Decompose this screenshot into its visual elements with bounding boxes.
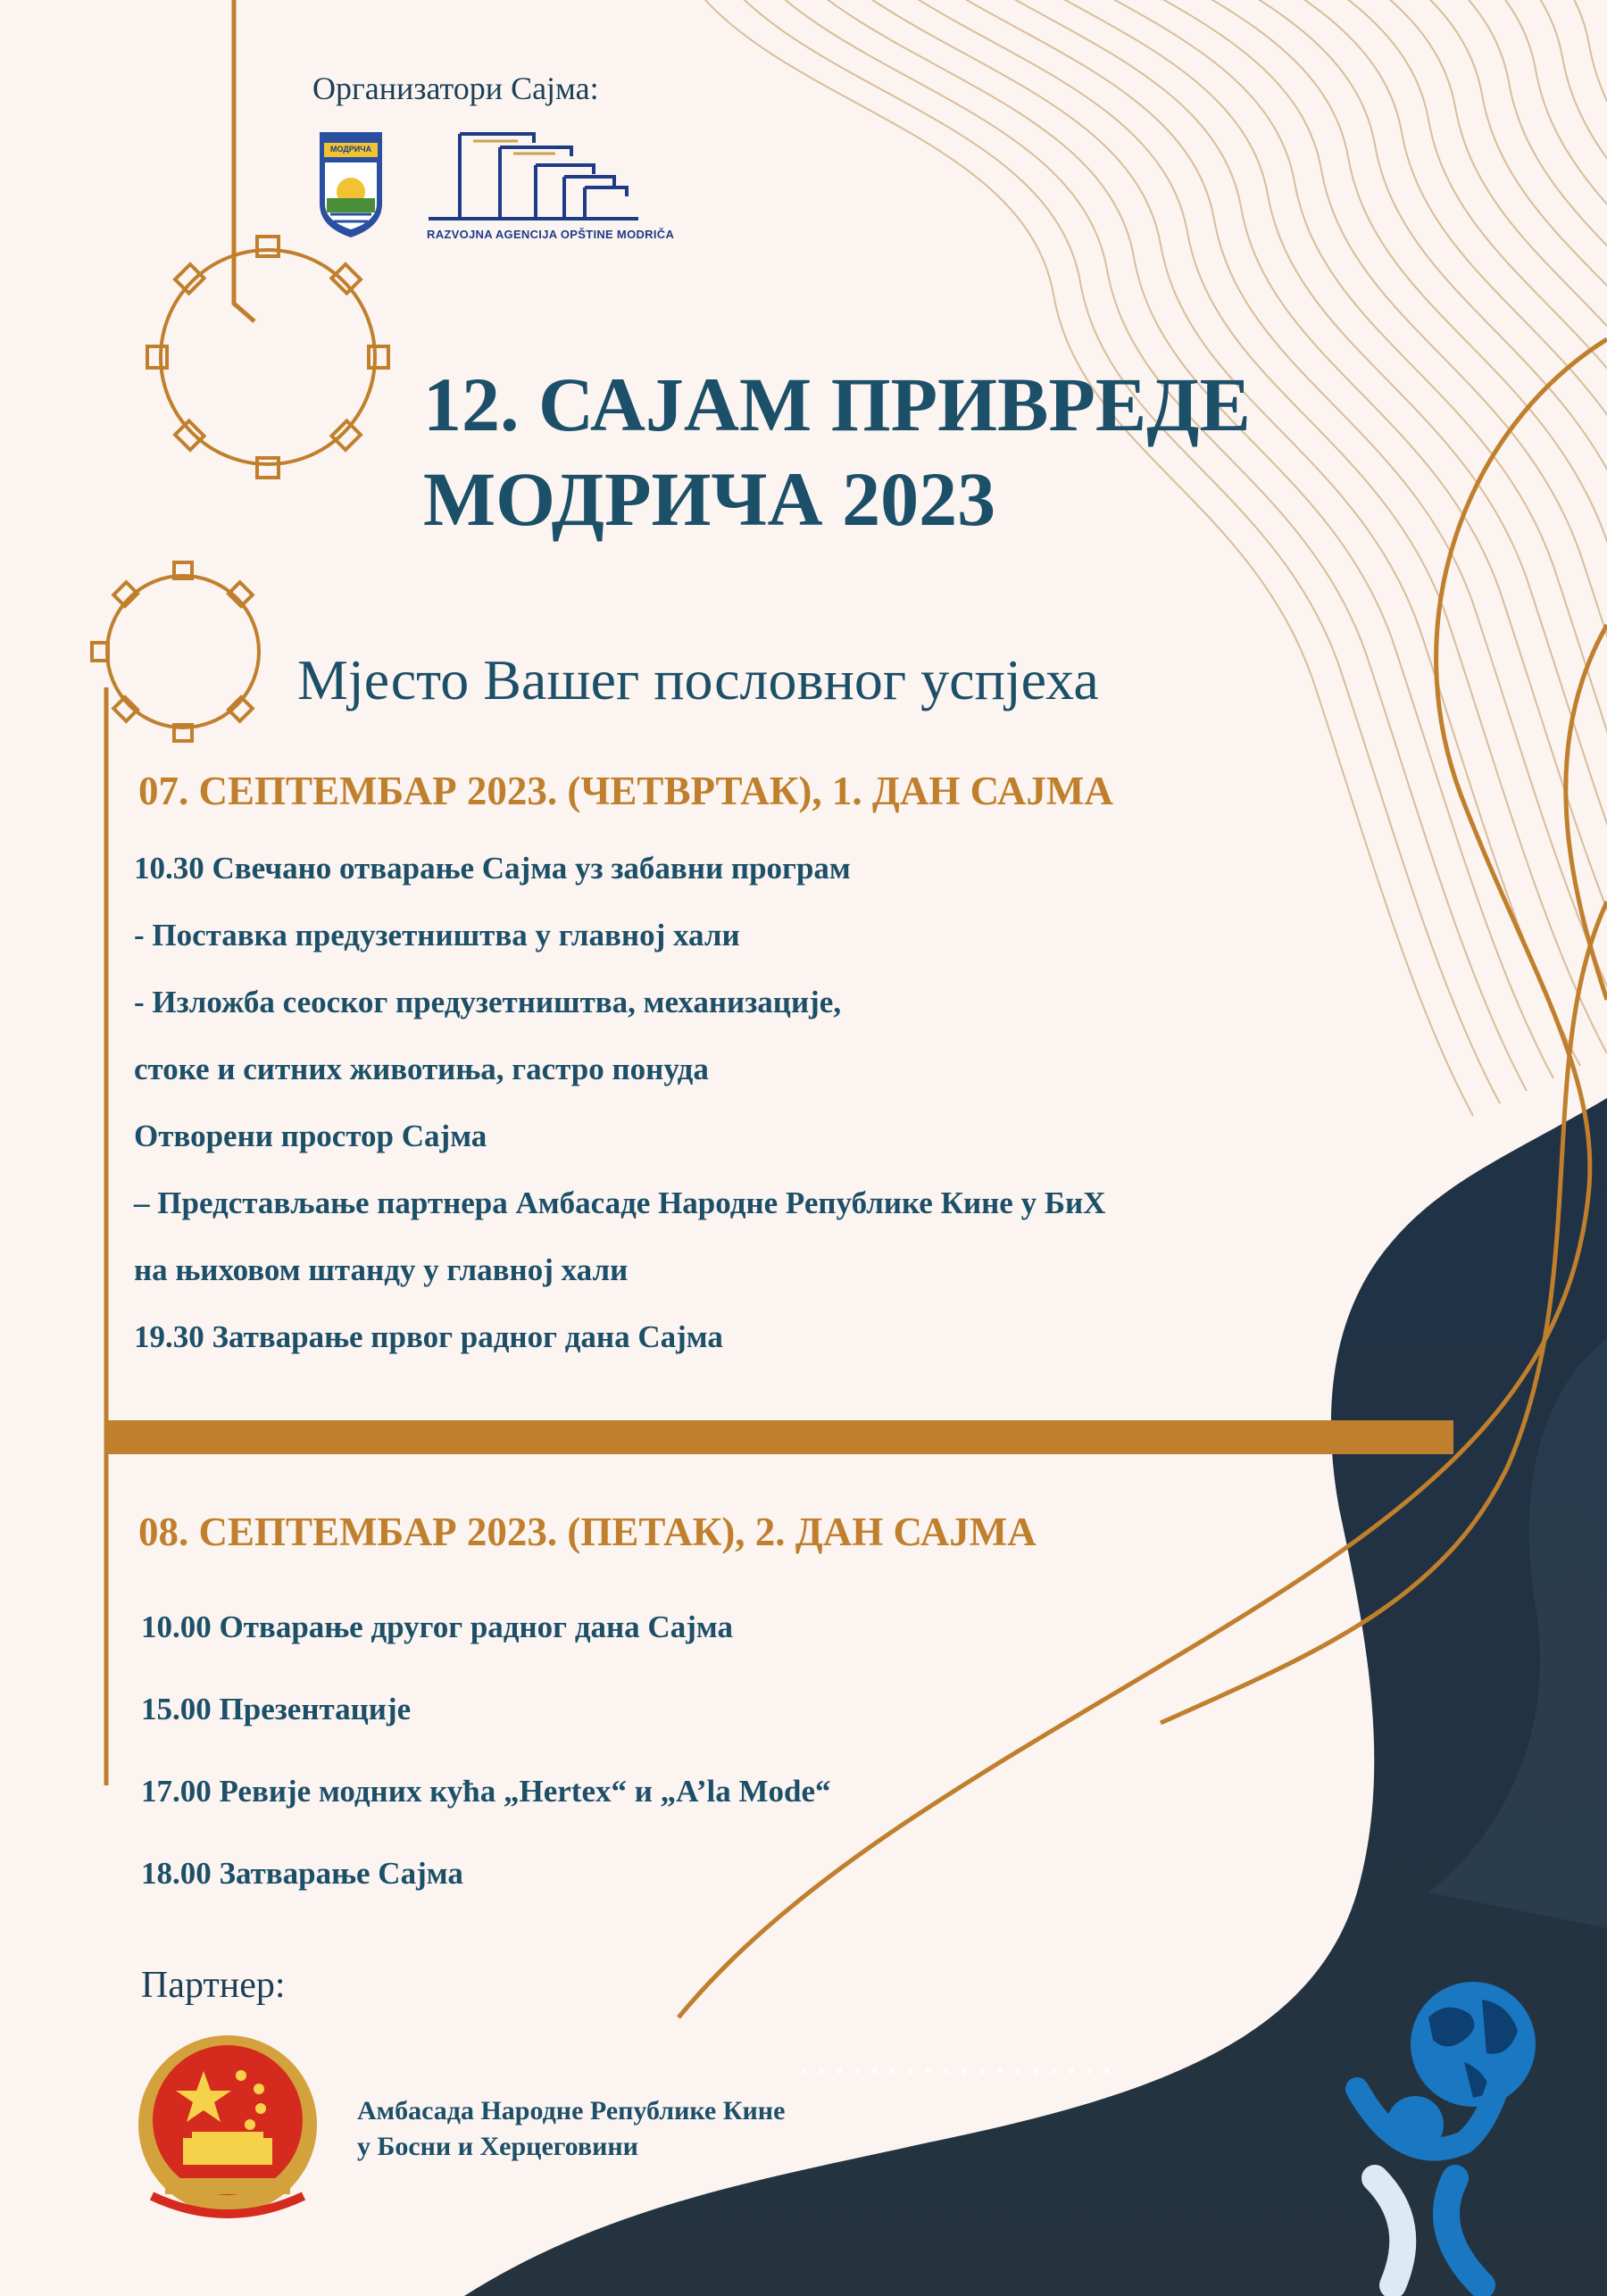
day2-line: 15.00 Презентације: [141, 1692, 412, 1726]
day2-heading: 08. СЕПТЕМБАР 2023. (ПЕТАК), 2. ДАН САЈМА: [138, 1510, 1037, 1554]
day2-line: 17.00 Ревије модних кућа „Hertex“ и „A’la Mode“: [141, 1774, 831, 1809]
partner-label: Партнер:: [141, 1965, 286, 2006]
title-line-1: 12. САЈАМ ПРИВРЕДЕ: [423, 362, 1251, 447]
day1-line: стоке и ситних животиња, гастро понуда: [134, 1052, 709, 1086]
gear-small-icon: [92, 562, 259, 741]
slogan: Мјесто Вашег пословног успјеха: [297, 648, 1099, 711]
title-line-2: МОДРИЧА 2023: [423, 456, 996, 542]
embassy-line-2: у Босни и Херцеговини: [357, 2132, 638, 2161]
day1-line: - Изложба сеоског предузетништва, механизације,: [134, 985, 842, 1019]
day1-line: 19.30 Затварање првог радног дана Сајма: [134, 1319, 723, 1354]
day1-heading: 07. СЕПТЕМБАР 2023. (ЧЕТВРТАК), 1. ДАН САЈМА: [138, 769, 1113, 813]
wave-lines-decoration: [705, 0, 1607, 1116]
china-emblem-icon: [138, 2035, 317, 2214]
agency-logo-icon: [429, 134, 638, 219]
page-title: [423, 357, 1251, 546]
organizers-label: Организатори Сајма:: [312, 71, 599, 106]
day2-line: 10.00 Отварање другог радног дана Сајма: [141, 1610, 733, 1644]
gear-icon: [147, 237, 388, 478]
day1-line: - Поставка предузетништва у главној хали: [134, 918, 740, 953]
dots-decoration: [801, 2068, 1110, 2074]
frame-line-decoration: [234, 0, 254, 321]
embassy-line-1: Амбасада Народне Републике Кине: [357, 2096, 786, 2125]
day1-line: Отворени простор Сајма: [134, 1119, 487, 1153]
separator-bar: [105, 1420, 1453, 1454]
coat-of-arms-badge-text: МОДРИЧА: [330, 145, 372, 154]
day2-line: 18.00 Затварање Сајма: [141, 1856, 463, 1891]
day1-line: 10.30 Свечано отварање Сајма уз забавни програм: [134, 851, 851, 886]
day1-line: на њиховом штанду у главној хали: [134, 1252, 629, 1287]
agency-name: RAZVOJNA AGENCIJA OPŠTINE MODRIČA: [427, 228, 675, 241]
day1-line: – Представљање партнера Амбасаде Народне Републике Кине у БиХ: [134, 1185, 1106, 1220]
embassy-name: [357, 2093, 785, 2165]
